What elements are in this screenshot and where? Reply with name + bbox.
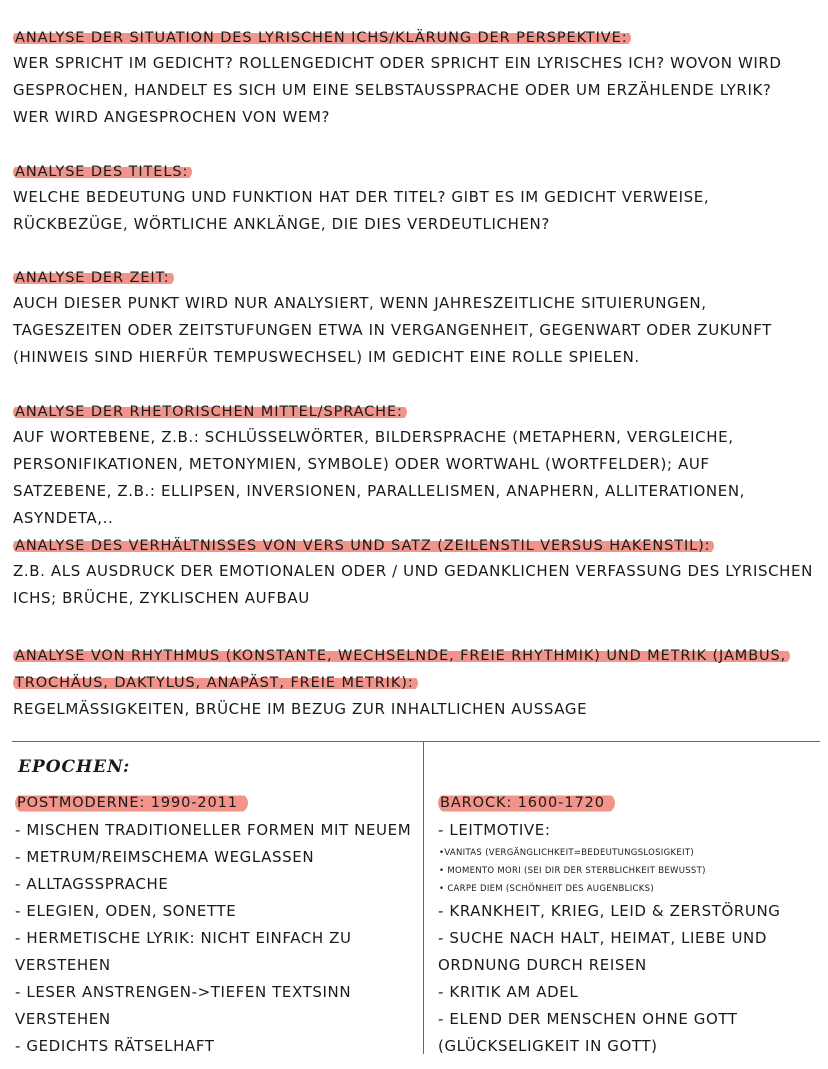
section-heading: ANALYSE DER SITUATION DES LYRISCHEN ICHS/KLÄRUNG DER PERSPEKTIVE: <box>13 30 631 46</box>
section-heading: ANALYSE DES TITELS: <box>13 164 192 180</box>
list-item: - LESER ANSTRENGEN->TIEFEN TEXTSINN <box>15 983 352 1001</box>
section-rhythmus <box>13 641 813 723</box>
epoch-postmoderne <box>15 792 415 1060</box>
section-heading: ANALYSE DES VERHÄLTNISSES VON VERS UND SATZ (ZEILENSTIL VERSUS HAKENSTIL): <box>13 538 714 554</box>
list-item: - LEITMOTIVE: <box>438 821 551 839</box>
section-body: WER SPRICHT IM GEDICHT? ROLLENGEDICHT ODER SPRICHT EIN LYRISCHES ICH? WOVON WIRD GESPROCHEN, HANDELT ES SICH UM EINE SELBSTAUSSPRACHE ODER UM ERZÄHLENDE LYRIK? WER WIRD ANGESPROCHEN VON WEM? <box>13 54 782 126</box>
list-item: ORDNUNG DURCH REISEN <box>438 956 647 974</box>
list-item: - ALLTAGSSPRACHE <box>15 875 169 893</box>
list-item: - KRANKHEIT, KRIEG, LEID & ZERSTÖRUNG <box>438 902 781 920</box>
epoch-list <box>15 817 415 1060</box>
epoch-barock <box>438 792 818 1060</box>
list-item: VERSTEHEN <box>15 956 111 974</box>
leitmotiv-item: • CARPE DIEM (SCHÖNHEIT DES AUGENBLICKS) <box>439 884 654 894</box>
section-perspektive <box>13 27 813 131</box>
section-rhetorik <box>13 401 813 532</box>
list-item: - METRUM/REIMSCHEMA WEGLASSEN <box>15 848 315 866</box>
leitmotiv-item: • MOMENTO MORI (SEI DIR DER STERBLICHKEIT BEWUSST) <box>439 866 706 876</box>
section-body: AUCH DIESER PUNKT WIRD NUR ANALYSIERT, WENN JAHRESZEITLICHE SITUIERUNGEN, TAGESZEITEN ODER ZEITSTUFUNGEN ETWA IN VERGANGENHEIT, GEGENWART ODER ZUKUNFT (HINWEIS SIND HIERFÜR TEMPUSWECHSEL) IM GEDICHT EINE ROLLE SPIELEN. <box>13 294 772 366</box>
list-item: - HERMETISCHE LYRIK: NICHT EINFACH ZU <box>15 929 352 947</box>
section-body: REGELMÄSSIGKEITEN, BRÜCHE IM BEZUG ZUR INHALTLICHEN AUSSAGE <box>13 700 588 718</box>
list-item: (GLÜCKSELIGKEIT IN GOTT) <box>438 1037 658 1055</box>
section-heading: ANALYSE VON RHYTHMUS (KONSTANTE, WECHSELNDE, FREIE RHYTHMIK) UND METRIK (JAMBUS, TROCHÄUS, DAKTYLUS, ANAPÄST, FREIE METRIK): <box>13 648 790 691</box>
vertical-divider <box>423 742 424 1054</box>
epoch-heading: POSTMODERNE: 1990-2011 <box>15 793 248 813</box>
section-body: AUF WORTEBENE, Z.B.: SCHLÜSSELWÖRTER, BILDERSPRACHE (METAPHERN, VERGLEICHE, PERSONIFIKATIONEN, METONYMIEN, SYMBOLE) ODER WORTWAHL (WORTFELDER); AUF SATZEBENE, Z.B.: ELLIPSEN, INVERSIONEN, PARALLELISMEN, ANAPHERN, ALLITERATIONEN, ASYNDETA,.. <box>13 428 746 527</box>
list-item: VERSTEHEN <box>15 1010 111 1028</box>
list-item: - SUCHE NACH HALT, HEIMAT, LIEBE UND <box>438 929 768 947</box>
section-titel <box>13 161 813 238</box>
list-item: - GEDICHTS RÄTSELHAFT <box>15 1037 215 1055</box>
section-vers-satz <box>13 535 813 612</box>
epoch-heading: BAROCK: 1600-1720 <box>438 793 615 813</box>
section-heading: ANALYSE DER RHETORISCHEN MITTEL/SPRACHE: <box>13 404 407 420</box>
list-item: - ELEND DER MENSCHEN OHNE GOTT <box>438 1010 738 1028</box>
epoch-list <box>438 817 818 1060</box>
epochen-title: EPOCHEN: <box>18 757 131 777</box>
list-item: - MISCHEN TRADITIONELLER FORMEN MIT NEUEM <box>15 821 412 839</box>
horizontal-divider <box>12 741 820 742</box>
section-zeit <box>13 267 813 371</box>
section-heading: ANALYSE DER ZEIT: <box>13 270 174 286</box>
list-item: - KRITIK AM ADEL <box>438 983 579 1001</box>
section-body: Z.B. ALS AUSDRUCK DER EMOTIONALEN ODER / UND GEDANKLICHEN VERFASSUNG DES LYRISCHEN ICHS; BRÜCHE, ZYKLISCHEN AUFBAU <box>13 562 813 607</box>
leitmotiv-item: •VANITAS (VERGÄNGLICHKEIT=BEDEUTUNGSLOSIGKEIT) <box>439 848 694 858</box>
list-item: - ELEGIEN, ODEN, SONETTE <box>15 902 237 920</box>
section-body: WELCHE BEDEUTUNG UND FUNKTION HAT DER TITEL? GIBT ES IM GEDICHT VERWEISE, RÜCKBEZÜGE, WÖRTLICHE ANKLÄNGE, DIE DIES VERDEUTLICHEN? <box>13 188 710 233</box>
